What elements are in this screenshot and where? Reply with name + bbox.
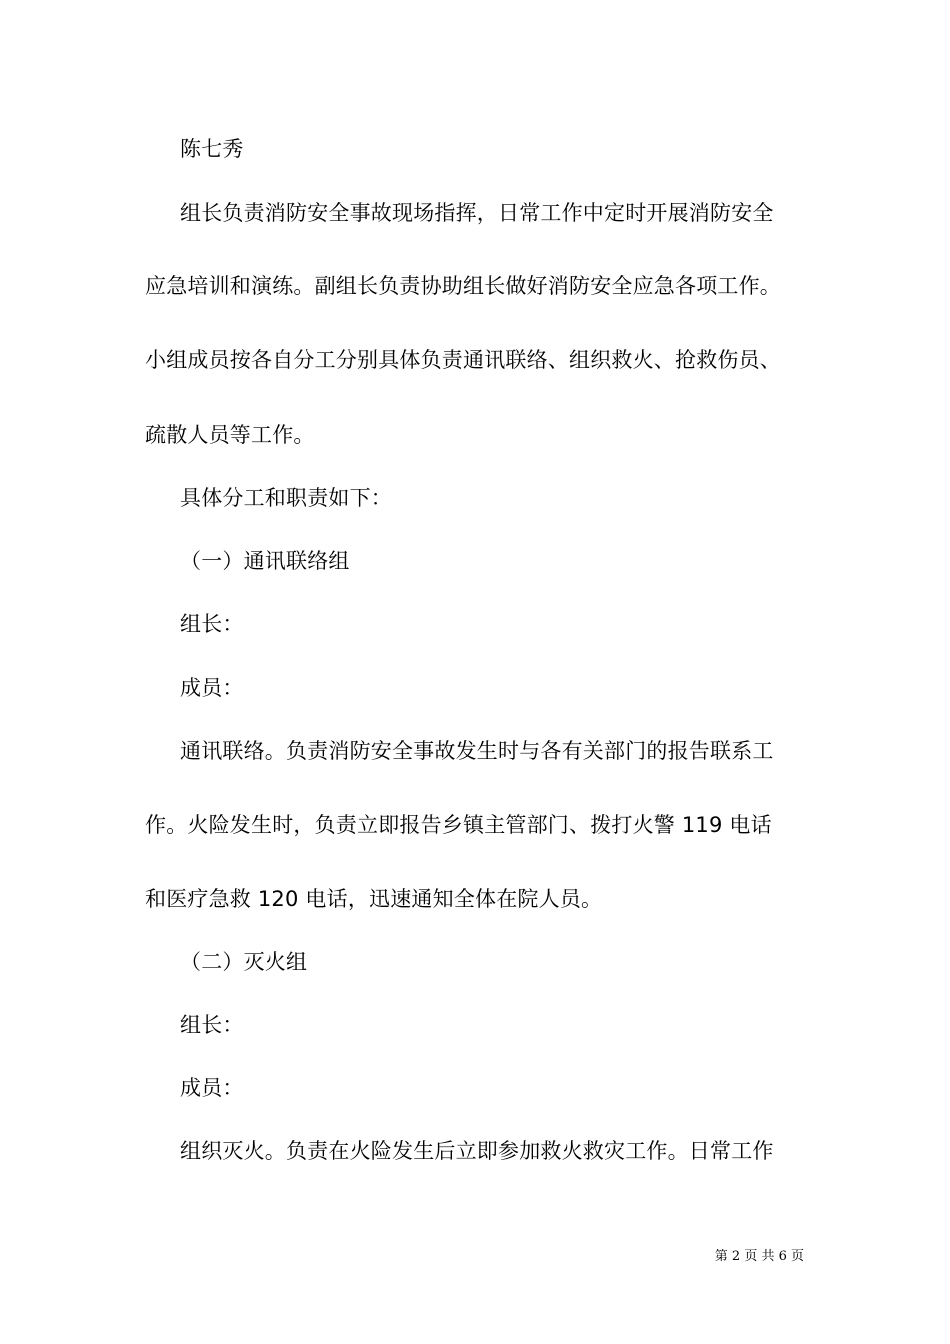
section-heading: （二）灭火组 (180, 950, 308, 974)
text-line: 疏散人员等工作。 (145, 423, 315, 447)
text-line: 和医疗急救 120 电话，迅速通知全体在院人员。 (145, 887, 603, 911)
text-line: 成员： (180, 676, 244, 700)
text-line: 陈七秀 (180, 137, 244, 161)
text-line: 组织灭火。负责在火险发生后立即参加救火救灾工作。日常工作 (180, 1139, 774, 1163)
text-line: 成员： (180, 1076, 244, 1100)
text-line: 组长负责消防安全事故现场指挥，日常工作中定时开展消防安全 (180, 201, 774, 225)
section-heading: （一）通讯联络组 (180, 549, 350, 573)
text-line: 小组成员按各自分工分别具体负责通讯联络、组织救火、抢救伤员、 (145, 348, 781, 372)
text-line: 作。火险发生时，负责立即报告乡镇主管部门、拨打火警 119 电话 (145, 813, 772, 837)
text-line: 组长： (180, 1013, 244, 1037)
text-line: 具体分工和职责如下： (180, 486, 392, 510)
page-number: 第 2 页 共 6 页 (714, 1249, 804, 1264)
text-line: 组长： (180, 612, 244, 636)
text-line: 应急培训和演练。副组长负责协助组长做好消防安全应急各项工作。 (145, 274, 781, 298)
text-line: 通讯联络。负责消防安全事故发生时与各有关部门的报告联系工 (180, 739, 774, 763)
